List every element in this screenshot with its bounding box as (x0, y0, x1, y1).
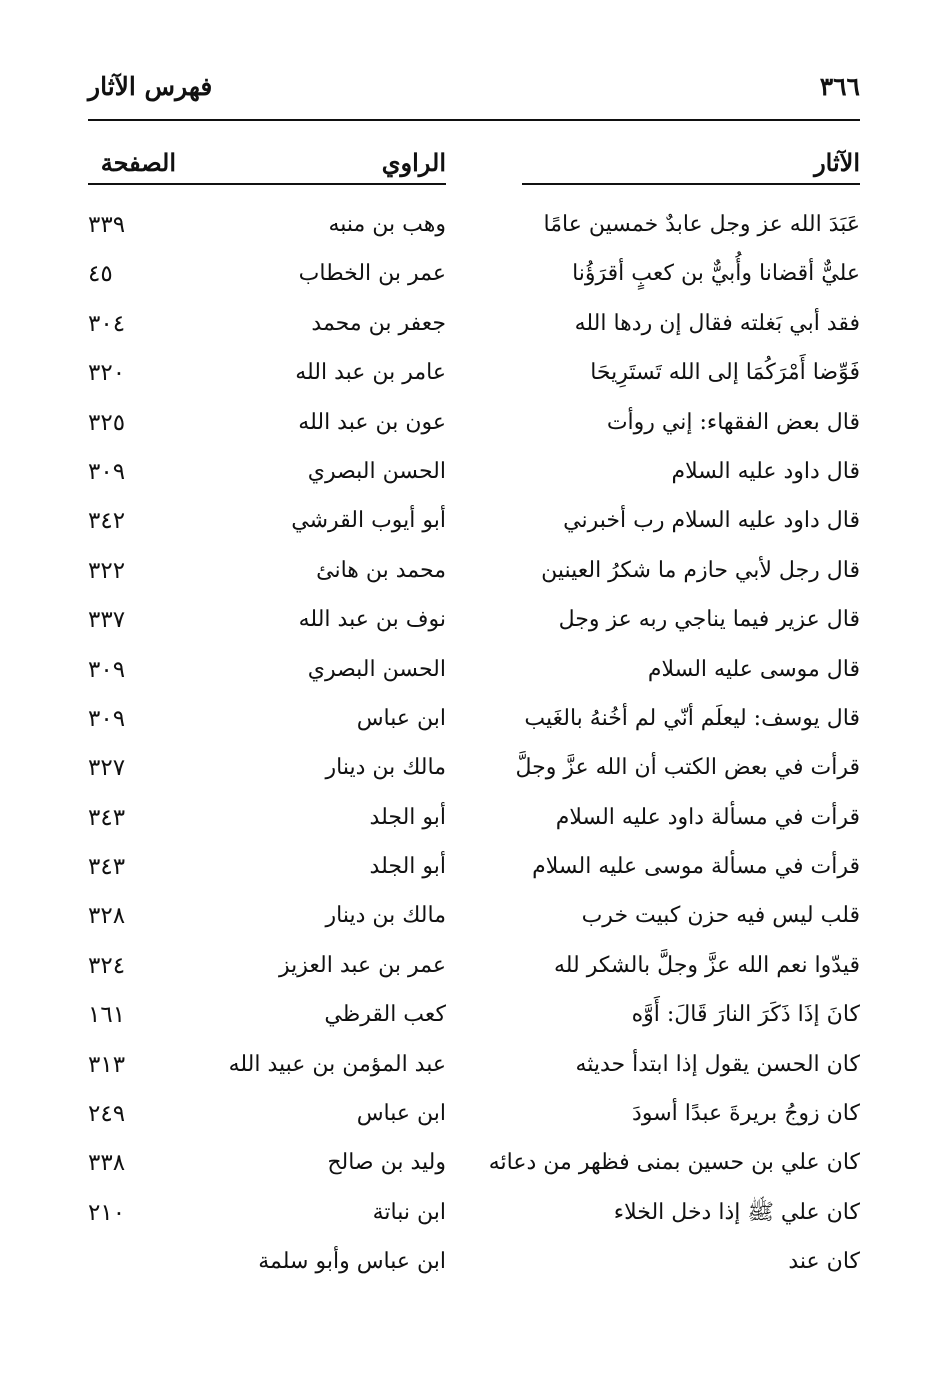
narrator-name: الحسن البصري (307, 656, 446, 682)
index-row (88, 1192, 860, 1241)
index-row (88, 204, 860, 253)
page-reference: ٣٠٤ (88, 310, 126, 337)
page-reference: ٣٠٩ (88, 458, 126, 485)
athar-index-list (88, 204, 860, 1291)
index-row (88, 747, 860, 796)
athar-text: قرأت في مسألة موسى عليه السلام (532, 854, 860, 880)
narrator-name: أبو أيوب القرشي (291, 508, 446, 534)
page-reference: ٣٣٨ (88, 1150, 126, 1177)
page-reference: ٣٢٨ (88, 903, 126, 930)
column-header-athar: الآثار (522, 148, 860, 185)
index-row (88, 1044, 860, 1093)
page-reference: ٤٥ (88, 261, 113, 288)
narrator-name: ابن نباتة (372, 1199, 446, 1225)
page-number: ٣٦٦ (819, 72, 860, 101)
index-row (88, 303, 860, 352)
index-row (88, 253, 860, 302)
narrator-name: مالك بن دينار (325, 903, 446, 929)
narrator-name: وهب بن منبه (328, 212, 446, 237)
athar-text: كان الحسن يقول إذا ابتدأ حديثه (575, 1051, 860, 1077)
index-row (88, 352, 860, 401)
athar-text: قلب ليس فيه حزن كبيت خرب (581, 903, 860, 929)
index-row (88, 550, 860, 599)
narrator-name: أبو الجلد (369, 854, 446, 880)
index-row (88, 1241, 860, 1290)
index-row (88, 994, 860, 1043)
athar-text: كانَ إذَا ذَكَرَ النارَ قَالَ: أَوَّه (631, 1002, 860, 1028)
narrator-name: نوف بن عبد الله (298, 607, 446, 633)
narrator-name: عبد المؤمن بن عبيد الله (228, 1051, 446, 1077)
page-reference: ٢١٠ (88, 1199, 126, 1226)
page-reference: ٣١٣ (88, 1051, 126, 1078)
page-reference: ٣٢٥ (88, 409, 126, 436)
page-reference: ٣٤٣ (88, 854, 126, 881)
page-reference: ٣٢٧ (88, 755, 126, 782)
athar-text: كان زوجُ بريرةَ عبدًا أسودَ (632, 1101, 860, 1127)
athar-text: قرأت في بعض الكتب أن الله عزَّ وجلَّ (515, 755, 860, 781)
running-title: فهرس الآثار (88, 72, 213, 101)
index-row (88, 1142, 860, 1191)
athar-text: فَوِّضا أَمْرَكُمَا إلى الله تَستَرِيحَا (590, 360, 860, 386)
narrator-name: محمد بن هانئ (316, 557, 446, 583)
page-reference: ٣٠٩ (88, 705, 126, 732)
narrator-name: عامر بن عبد الله (295, 360, 446, 386)
athar-text: قال رجل لأبي حازم ما شكرُ العينين (541, 557, 860, 583)
page-reference: ٣٠٩ (88, 656, 126, 683)
narrator-name: أبو الجلد (369, 804, 446, 830)
index-row (88, 895, 860, 944)
narrator-name: عون بن عبد الله (298, 409, 446, 435)
athar-text: قال عزير فيما يناجي ربه عز وجل (558, 607, 860, 633)
column-header-page: الصفحة (88, 148, 176, 185)
athar-text: قال يوسف: ليعلَم أنّي لم أخُنهُ بالغَيب (524, 705, 860, 731)
narrator-name: الحسن البصري (307, 458, 446, 484)
page-reference: ٣٢٠ (88, 360, 126, 387)
athar-text: كان علي بن حسين بمنى فظهر من دعائه (488, 1150, 860, 1176)
narrator-name: ابن عباس (356, 705, 446, 731)
athar-text: قال موسى عليه السلام (647, 656, 860, 682)
index-row (88, 698, 860, 747)
index-row (88, 649, 860, 698)
page-reference: ٣٣٩ (88, 212, 126, 238)
page-reference: ٣٢٢ (88, 557, 126, 584)
index-row (88, 599, 860, 648)
narrator-name: وليد بن صالح (327, 1150, 446, 1176)
column-header-narrator: الراوي (124, 148, 446, 185)
athar-text: كان عند (788, 1249, 860, 1275)
index-row (88, 797, 860, 846)
header-divider (88, 119, 860, 121)
narrator-name: ابن عباس (356, 1101, 446, 1127)
narrator-name: عمر بن الخطاب (298, 261, 446, 287)
page-header (88, 72, 860, 112)
narrator-name: جعفر بن محمد (311, 310, 446, 336)
index-row (88, 846, 860, 895)
index-row (88, 402, 860, 451)
page-reference: ٣٤٢ (88, 508, 126, 535)
narrator-name: مالك بن دينار (325, 755, 446, 781)
page-reference: ١٦١ (88, 1002, 126, 1029)
athar-text: عَبَدَ الله عز وجل عابدٌ خمسين عامًا (543, 212, 860, 237)
column-headers (88, 148, 860, 192)
athar-text: قيدّوا نعم الله عزَّ وجلَّ بالشكر لله (553, 952, 860, 978)
page-reference: ٢٤٩ (88, 1101, 126, 1128)
index-row (88, 451, 860, 500)
athar-text: قال داود عليه السلام رب أخبرني (563, 508, 860, 534)
athar-text: عليٌّ أقضانا وأُبيٌّ بن كعبٍ أقرَؤُنا (572, 261, 860, 287)
page-reference: ٣٢٤ (88, 952, 126, 979)
athar-text: كان علي ﷺ إذا دخل الخلاء (613, 1199, 860, 1225)
index-row (88, 945, 860, 994)
page-reference: ٣٤٣ (88, 804, 126, 831)
athar-text: قال داود عليه السلام (671, 458, 860, 484)
athar-text: قال بعض الفقهاء: إني روأت (606, 409, 860, 435)
athar-text: قرأت في مسألة داود عليه السلام (555, 804, 860, 830)
narrator-name: عمر بن عبد العزيز (279, 952, 446, 978)
index-row (88, 1093, 860, 1142)
page-reference: ٣٣٧ (88, 607, 126, 634)
narrator-name: ابن عباس وأبو سلمة (258, 1249, 446, 1275)
narrator-name: كعب القرظي (324, 1002, 446, 1028)
athar-text: فقد أبي بَغلته فقال إن ردها الله (574, 310, 860, 336)
index-row (88, 500, 860, 549)
